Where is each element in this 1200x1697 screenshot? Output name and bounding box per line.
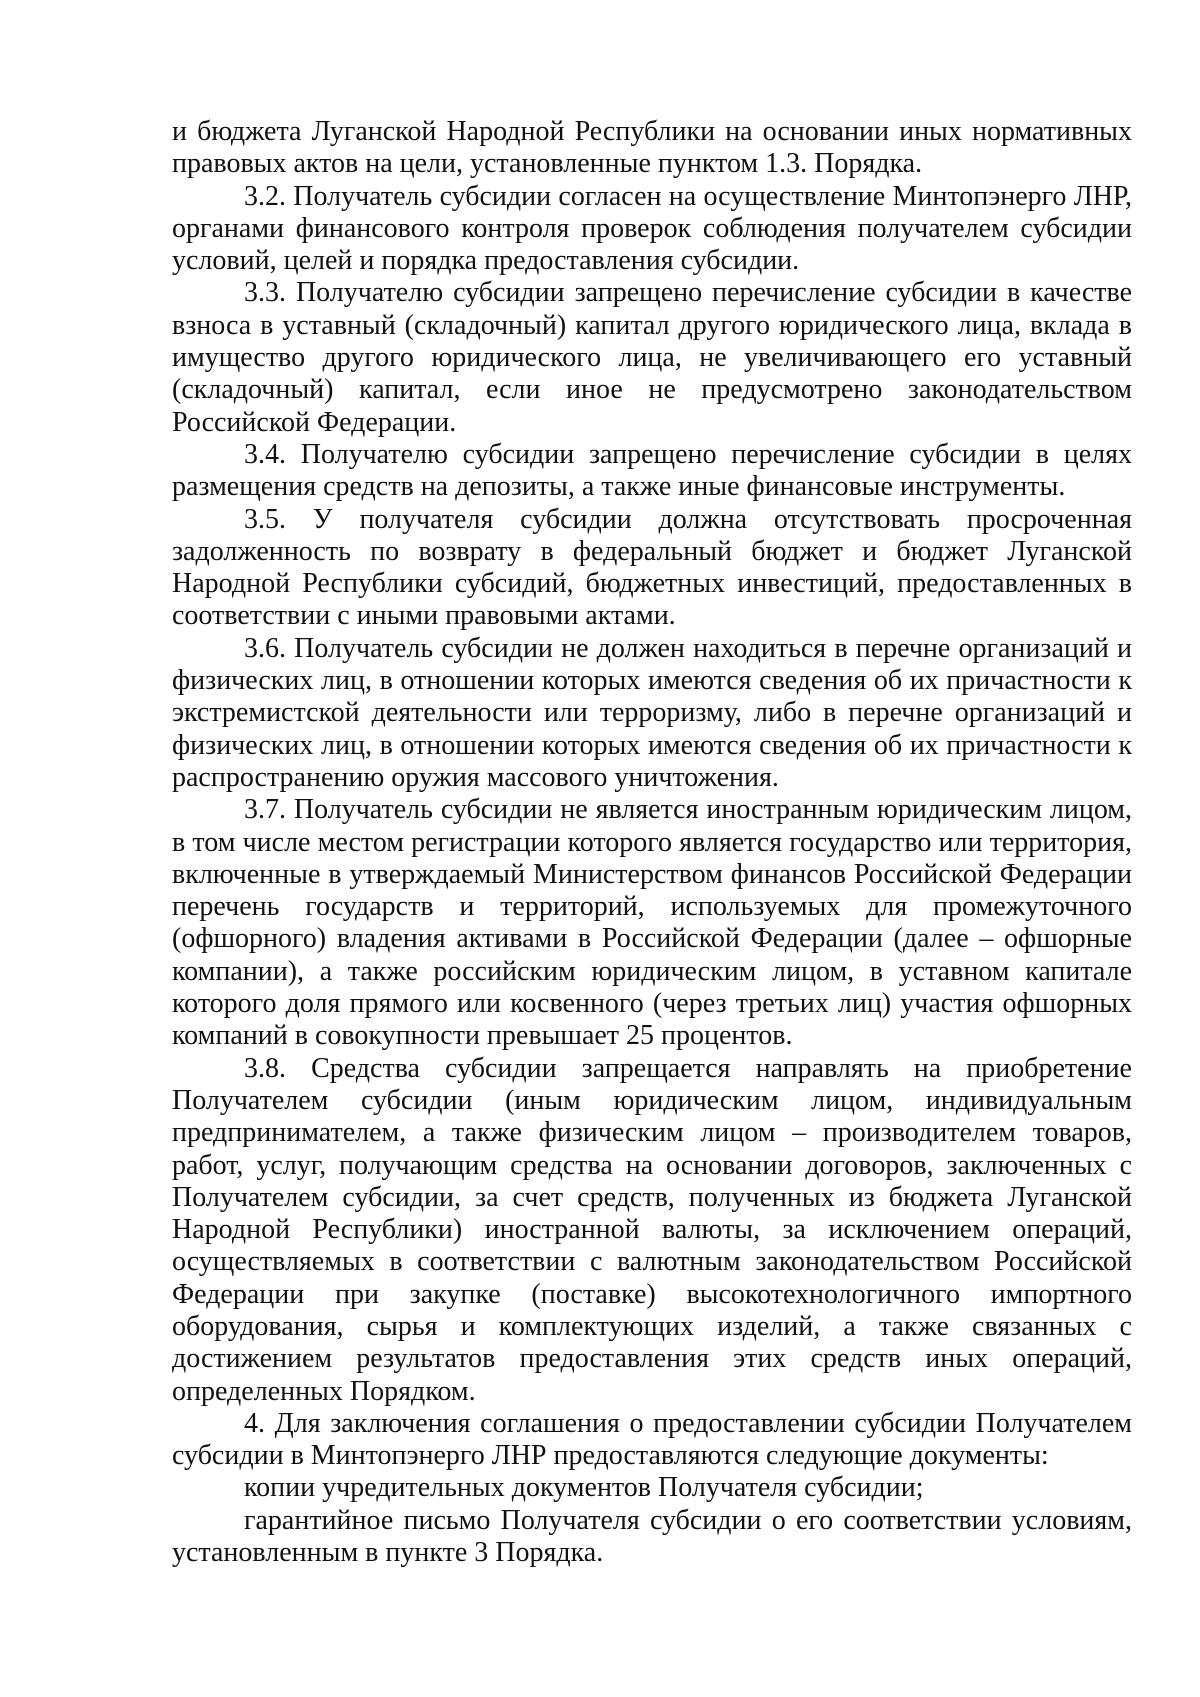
list-item-charter-documents: копии учредительных документов Получателя субсидии; [244, 1472, 924, 1504]
list-item-guarantee-letter: гарантийное письмо Получателя субсидии о его соответствии условиям, установленным в пункте 3 Порядка. [172, 1504, 1132, 1569]
paragraph-3-8: 3.8. Средства субсидии запрещается направлять на приобретение Получателем субсидии (иным юридическим лицом, индивидуальным предпринимателем, а также физическим лицом – производителем товаров, работ, услуг, получающим средства на основании договоров, заключенных с Получателем субсидии, за счет средств, полученных из бюджета Луганской Народной Республики) иностранной валюты, за исключением операций, осуществляемых в соответствии с валютным законодательством Российской Федерации при закупке (поставке) высокотехнологичного импортного оборудования, сырья и комплектующих изделий, а также связанных с достижением результатов предоставления этих средств иных операций, определенных Порядком. [172, 1052, 1132, 1407]
paragraph-continuation: и бюджета Луганской Народной Республики на основании иных нормативных правовых актов на цели, установленные пунктом 1.3. Порядка. [172, 116, 1132, 180]
paragraph-3-2: 3.2. Получатель субсидии согласен на осуществление Минтопэнерго ЛНР, органами финансового контроля проверок соблюдения получателем субсидии условий, целей и порядка предоставления субсидии. [172, 180, 1132, 277]
paragraph-3-4: 3.4. Получателю субсидии запрещено перечисление субсидии в целях размещения средств на депозиты, а также иные финансовые инструменты. [172, 438, 1132, 503]
paragraph-3-5: 3.5. У получателя субсидии должна отсутствовать просроченная задолженность по возврату в федеральный бюджет и бюджет Луганской Народной Республики субсидий, бюджетных инвестиций, предоставленных в соответствии с иными правовыми актами. [172, 503, 1132, 632]
paragraph-4: 4. Для заключения соглашения о предоставлении субсидии Получателем субсидии в Минтопэнерго ЛНР предоставляются следующие документы: [172, 1407, 1132, 1472]
paragraph-3-3: 3.3. Получателю субсидии запрещено перечисление субсидии в качестве взноса в уставный (складочный) капитал другого юридического лица, вклада в имущество другого юридического лица, не увеличивающего его уставный (складочный) капитал, если иное не предусмотрено законодательством Российской Федерации. [172, 277, 1132, 438]
paragraph-3-6: 3.6. Получатель субсидии не должен находиться в перечне организаций и физических лиц, в отношении которых имеются сведения об их причастности к экстремистской деятельности или терроризму, либо в перечне организаций и физических лиц, в отношении которых имеются сведения об их причастности к распространению оружия массового уничтожения. [172, 632, 1132, 793]
paragraph-3-7: 3.7. Получатель субсидии не является иностранным юридическим лицом, в том числе местом регистрации которого является государство или территория, включенные в утверждаемый Министерством финансов Российской Федерации перечень государств и территорий, используемых для промежуточного (офшорного) владения активами в Российской Федерации (далее – офшорные компании), а также российским юридическим лицом, в уставном капитале которого доля прямого или косвенного (через третьих лиц) участия офшорных компаний в совокупности превышает 25 процентов. [172, 794, 1132, 1052]
document-body [172, 116, 1132, 1569]
